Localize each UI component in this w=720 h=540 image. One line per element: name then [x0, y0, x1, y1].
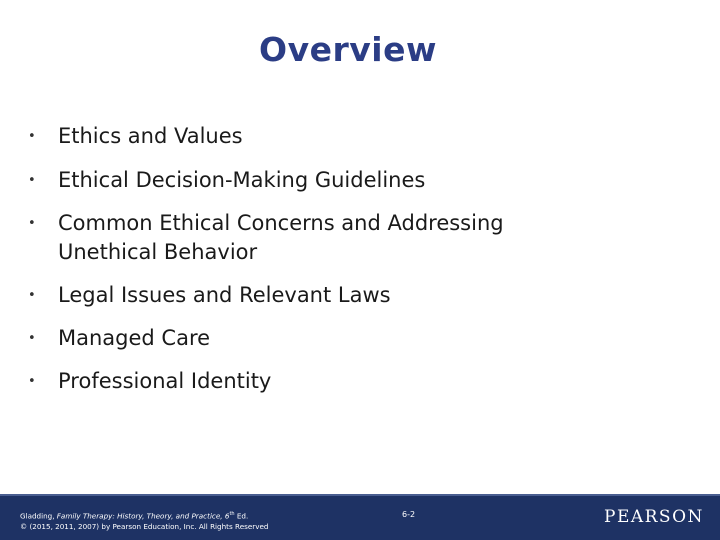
bullet-text-continued: Unethical Behavior: [58, 240, 258, 264]
citation-edition: Ed.: [234, 511, 249, 521]
citation-author: Gladding,: [20, 511, 57, 521]
page-number: 6-2: [402, 510, 416, 519]
bullet-text: Ethical Decision-Making Guidelines: [58, 168, 426, 192]
citation: [20, 509, 268, 532]
bullet-item: [28, 122, 243, 151]
bullet-item: [28, 166, 425, 195]
slide-title: Overview: [259, 30, 437, 69]
citation-book-title: Family Therapy: History, Theory, and Practice, 6: [56, 511, 230, 521]
bullet-item: [28, 324, 210, 353]
bullet-text: Legal Issues and Relevant Laws: [58, 283, 391, 307]
bullet-marker: •: [28, 173, 36, 188]
bullet-item: [28, 209, 618, 267]
bullet-text: Common Ethical Concerns and Addressing: [58, 211, 504, 235]
bullet-marker: •: [28, 216, 36, 231]
bullet-marker: •: [28, 129, 36, 144]
bullet-marker: •: [28, 374, 36, 389]
footer-divider: [0, 494, 720, 496]
bullet-marker: •: [28, 288, 36, 303]
bullet-text: Managed Care: [58, 326, 211, 350]
bullet-marker: •: [28, 331, 36, 346]
citation-copyright: © (2015, 2011, 2007) by Pearson Education, Inc. All Rights Reserved: [20, 522, 269, 532]
bullet-item: [28, 281, 391, 310]
bullet-text: Professional Identity: [58, 369, 272, 393]
citation-edition-sup: th: [229, 511, 235, 517]
pearson-logo: PEARSON: [604, 507, 704, 527]
bullet-item: [28, 367, 271, 396]
footer-bar: [0, 494, 720, 540]
bullet-text: Ethics and Values: [58, 124, 243, 148]
